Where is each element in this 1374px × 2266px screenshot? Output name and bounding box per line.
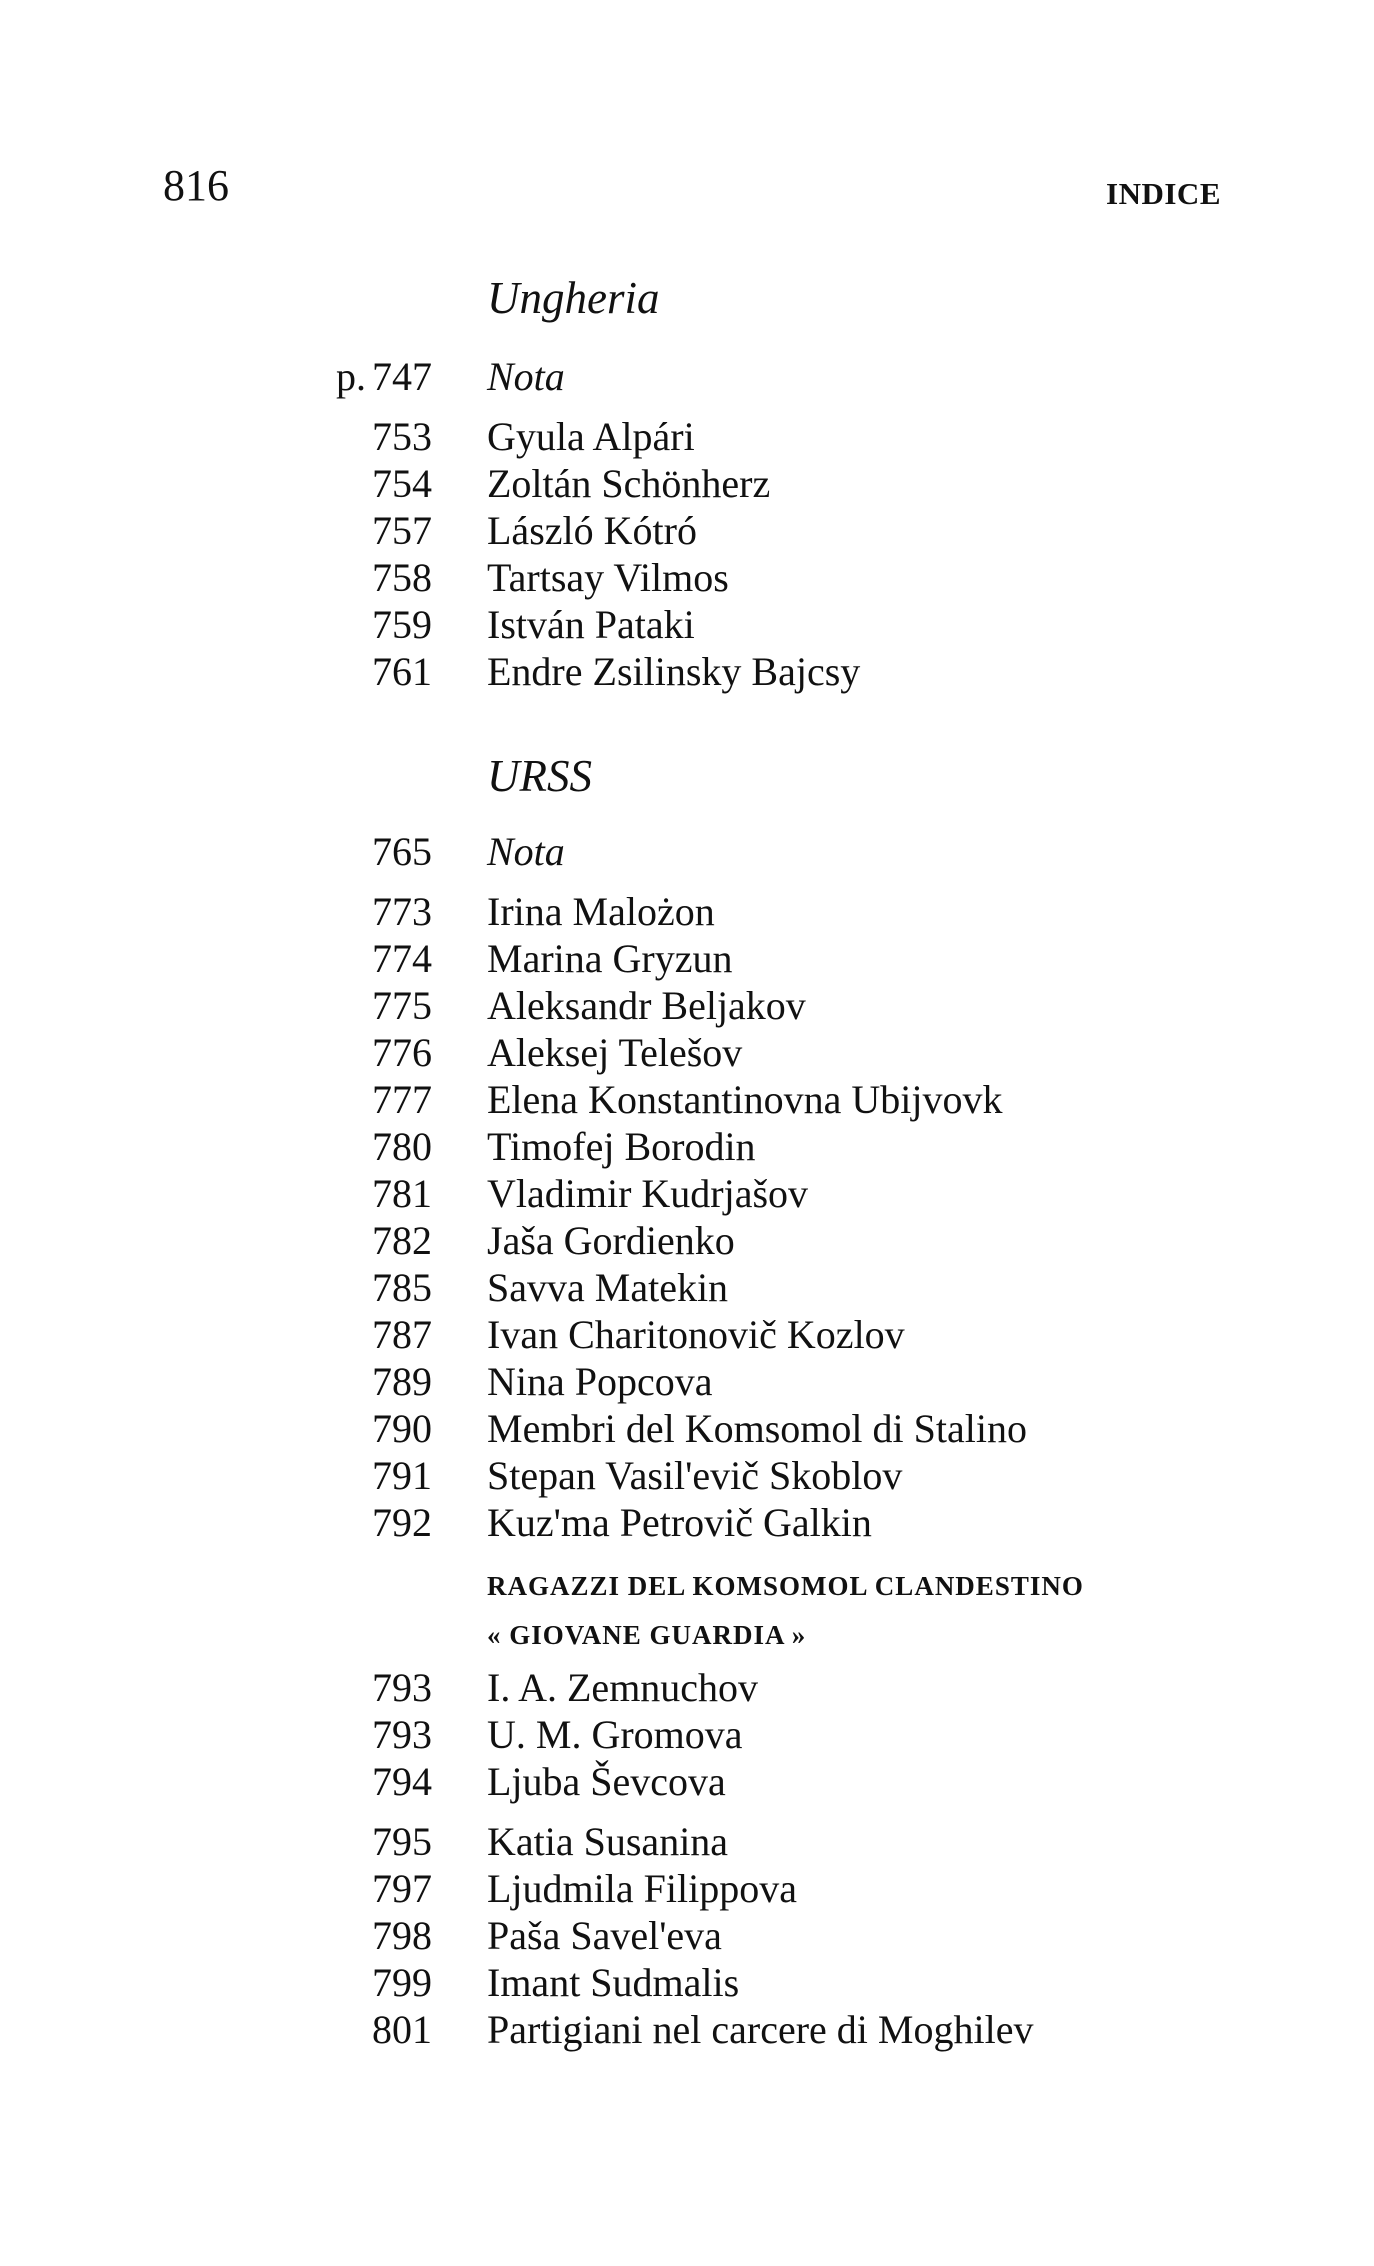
entry-page: 775 [372, 983, 432, 1028]
entry-title: I. A. Zemnuchov [487, 1665, 759, 1710]
toc-entry [0, 413, 1374, 460]
toc-entry [0, 1711, 1374, 1758]
entry-page: 754 [372, 461, 432, 506]
entry-page: 781 [372, 1171, 432, 1216]
entry-page: 795 [372, 1819, 432, 1864]
entry-page: 790 [372, 1406, 432, 1451]
toc-entry [0, 1818, 1374, 1865]
toc-entry [0, 1959, 1374, 2006]
entry-title: István Pataki [487, 602, 695, 647]
entry-page: 761 [372, 649, 432, 694]
page-value: 747 [372, 354, 432, 399]
entry-page: 793 [372, 1665, 432, 1710]
entry-title: Timofej Borodin [487, 1124, 756, 1169]
toc-entry [0, 1758, 1374, 1805]
entry-page: 789 [372, 1359, 432, 1404]
entry-page: 777 [372, 1077, 432, 1122]
toc-entry [0, 1264, 1374, 1311]
toc-entry [0, 1170, 1374, 1217]
page-number: 816 [163, 161, 229, 210]
entry-page: 793 [372, 1712, 432, 1757]
entry-page: 792 [372, 1500, 432, 1545]
entry-page: 780 [372, 1124, 432, 1169]
entry-title: Aleksej Telešov [487, 1030, 743, 1075]
toc-entry [0, 507, 1374, 554]
page-prefix: p. [336, 354, 366, 399]
entry-title: Membri del Komsomol di Stalino [487, 1406, 1027, 1451]
entry-title: Ljudmila Filippova [487, 1866, 797, 1911]
entry-title: Tartsay Vilmos [487, 555, 729, 600]
entry-title: Gyula Alpári [487, 414, 695, 459]
entry-title: U. M. Gromova [487, 1712, 743, 1757]
entry-page: 758 [372, 555, 432, 600]
toc-entry [0, 1405, 1374, 1452]
toc-entry [0, 1452, 1374, 1499]
entry-title: Irina Malożon [487, 889, 715, 934]
entry-title: Partigiani nel carcere di Moghilev [487, 2007, 1034, 2052]
entry-title: Katia Susanina [487, 1819, 729, 1864]
entry-page: 791 [372, 1453, 432, 1498]
entry-page: 753 [372, 414, 432, 459]
entry-page: 798 [372, 1913, 432, 1958]
toc-entry [0, 1499, 1374, 1546]
toc-entry [0, 2006, 1374, 2053]
entry-title: Savva Matekin [487, 1265, 729, 1310]
entry-title: Nota [487, 354, 565, 399]
toc-entry [0, 1029, 1374, 1076]
toc-entry [0, 1664, 1374, 1711]
entry-page: 785 [372, 1265, 432, 1310]
entry-title: Aleksandr Beljakov [487, 983, 806, 1028]
toc-entry [0, 353, 1374, 400]
toc-entry [0, 1912, 1374, 1959]
toc-entry [0, 648, 1374, 695]
running-head: INDICE [1106, 176, 1221, 211]
entry-page: 797 [372, 1866, 432, 1911]
toc-entry [0, 1311, 1374, 1358]
entry-page: 759 [372, 602, 432, 647]
entry-page: 787 [372, 1312, 432, 1357]
entry-title: Jaša Gordienko [487, 1218, 735, 1263]
entry-title: Marina Gryzun [487, 936, 733, 981]
toc-entry [0, 1865, 1374, 1912]
entry-title: Stepan Vasil'evič Skoblov [487, 1453, 903, 1498]
toc-entry [0, 1217, 1374, 1264]
entry-title: Zoltán Schönherz [487, 461, 771, 506]
entry-page: 774 [372, 936, 432, 981]
entry-page [336, 353, 432, 400]
entry-title: Endre Zsilinsky Bajcsy [487, 649, 861, 694]
entry-title: Paša Savel'eva [487, 1913, 722, 1958]
toc-entry [0, 1123, 1374, 1170]
toc-entry [0, 828, 1374, 875]
entry-page: 801 [372, 2007, 432, 2052]
entry-page: 773 [372, 889, 432, 934]
toc-entry [0, 601, 1374, 648]
entry-page: 765 [372, 829, 432, 874]
entry-title: Kuz'ma Petrovič Galkin [487, 1500, 872, 1545]
entry-page: 799 [372, 1960, 432, 2005]
subgroup-heading: RAGAZZI DEL KOMSOMOL CLANDESTINO [487, 1571, 1084, 1601]
section-title-ungheria: Ungheria [487, 273, 660, 323]
entry-title: Vladimir Kudrjašov [487, 1171, 809, 1216]
entry-title: Imant Sudmalis [487, 1960, 740, 2005]
entry-title: Nota [487, 829, 565, 874]
subgroup-heading-line2: « GIOVANE GUARDIA » [487, 1620, 807, 1650]
toc-entry [0, 935, 1374, 982]
entry-title: Nina Popcova [487, 1359, 713, 1404]
toc-entry [0, 982, 1374, 1029]
entry-page: 776 [372, 1030, 432, 1075]
toc-entry [0, 1358, 1374, 1405]
entry-title: Ljuba Ševcova [487, 1759, 726, 1804]
toc-entry [0, 460, 1374, 507]
section-title-urss: URSS [487, 751, 592, 801]
entry-page: 782 [372, 1218, 432, 1263]
toc-entry [0, 554, 1374, 601]
toc-entry [0, 1076, 1374, 1123]
entry-page: 794 [372, 1759, 432, 1804]
entry-page: 757 [372, 508, 432, 553]
entry-title: Elena Konstantinovna Ubijvovk [487, 1077, 1003, 1122]
toc-entry [0, 888, 1374, 935]
entry-title: László Kótró [487, 508, 697, 553]
entry-title: Ivan Charitonovič Kozlov [487, 1312, 905, 1357]
